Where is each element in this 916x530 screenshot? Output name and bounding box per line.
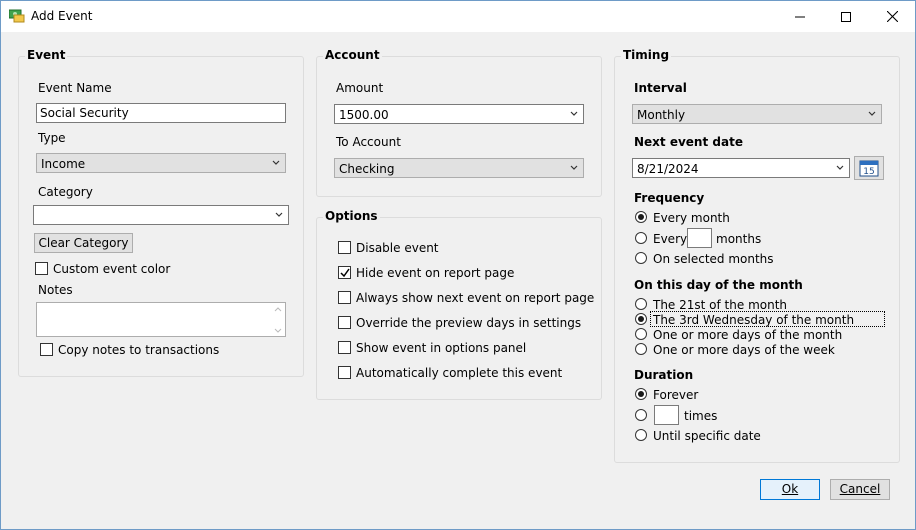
type-label: Type	[38, 131, 66, 145]
scroll-arrows-icon	[274, 306, 282, 334]
day-21st-label: The 21st of the month	[653, 298, 788, 312]
freq-selected-months-radio[interactable]	[635, 252, 647, 264]
day-of-month-label: On this day of the month	[634, 278, 803, 292]
dialog-content	[1, 32, 915, 529]
cancel-button-label: Cancel	[839, 482, 881, 496]
freq-selected-months-label: On selected months	[653, 252, 774, 266]
interval-select[interactable]	[632, 104, 882, 124]
always-show-label: Always show next event on report page	[356, 291, 595, 305]
freq-every-n-radio[interactable]	[635, 232, 647, 244]
radio-dot	[638, 214, 644, 220]
radio-dot	[638, 316, 644, 322]
hide-event-label: Hide event on report page	[356, 266, 515, 280]
interval-label: Interval	[634, 81, 687, 95]
type-select[interactable]	[36, 153, 286, 173]
freq-months-label: months	[716, 232, 762, 246]
chevron-down-icon	[272, 160, 280, 166]
custom-color-label: Custom event color	[53, 262, 171, 276]
disable-event-label: Disable event	[356, 241, 439, 255]
chevron-down-icon	[570, 165, 578, 171]
dur-times-input[interactable]	[654, 405, 679, 425]
amount-select-value: 1500.00	[339, 108, 389, 122]
to-account-label: To Account	[336, 135, 401, 149]
timing-group-title: Timing	[623, 48, 670, 62]
hide-event-checkbox[interactable]	[338, 266, 351, 279]
options-group	[316, 209, 602, 400]
custom-color-checkbox[interactable]	[35, 262, 48, 275]
freq-every-month-label: Every month	[653, 211, 730, 225]
clear-category-button[interactable]: Clear Category	[34, 233, 133, 253]
day-3rd-wednesday-radio[interactable]	[635, 313, 647, 325]
ok-button-label: Ok	[781, 482, 799, 496]
close-button[interactable]	[869, 1, 915, 32]
cancel-button[interactable]	[830, 479, 890, 500]
notes-label: Notes	[38, 283, 73, 297]
day-21st-radio[interactable]	[635, 298, 647, 310]
dur-forever-radio[interactable]	[635, 388, 647, 400]
freq-months-input[interactable]	[687, 228, 712, 248]
timing-group	[614, 48, 900, 463]
chevron-down-icon	[868, 111, 876, 117]
next-date-label: Next event date	[634, 135, 743, 149]
dur-until-label: Until specific date	[653, 429, 761, 443]
auto-complete-label: Automatically complete this event	[356, 366, 563, 380]
chevron-down-icon	[275, 212, 283, 218]
ok-button[interactable]	[760, 479, 820, 500]
category-label: Category	[38, 185, 93, 199]
chevron-down-icon	[836, 165, 844, 171]
show-in-panel-checkbox[interactable]	[338, 341, 351, 354]
minimize-button[interactable]	[777, 1, 823, 32]
title-bar	[1, 1, 915, 32]
event-name-label: Event Name	[38, 81, 112, 95]
dur-until-radio[interactable]	[635, 429, 647, 441]
duration-label: Duration	[634, 368, 694, 382]
account-group	[316, 48, 602, 197]
freq-every-label: Every	[653, 232, 688, 246]
disable-event-checkbox[interactable]	[338, 241, 351, 254]
show-in-panel-label: Show event in options panel	[356, 341, 527, 355]
to-account-select[interactable]	[334, 158, 584, 178]
maximize-button[interactable]	[823, 1, 869, 32]
close-icon	[887, 11, 898, 22]
frequency-label: Frequency	[634, 191, 705, 205]
amount-select[interactable]	[334, 104, 584, 124]
window-title: Add Event	[31, 9, 93, 23]
event-group-title: Event	[27, 48, 66, 62]
amount-label: Amount	[336, 81, 384, 95]
calendar-button[interactable]	[854, 156, 884, 180]
override-preview-label: Override the preview days in settings	[356, 316, 582, 330]
day-days-of-week-radio[interactable]	[635, 343, 647, 355]
always-show-checkbox[interactable]	[338, 291, 351, 304]
day-days-of-month-radio[interactable]	[635, 328, 647, 340]
money-icon	[9, 9, 25, 23]
calendar-icon	[859, 159, 879, 177]
account-group-title: Account	[325, 48, 380, 62]
dur-times-label: times	[684, 409, 718, 423]
chevron-down-icon	[570, 111, 578, 117]
checkmark-icon	[340, 268, 350, 278]
next-date-select[interactable]	[632, 158, 850, 178]
category-select[interactable]	[33, 205, 289, 225]
event-name-input[interactable]: Social Security	[36, 103, 286, 123]
options-group-title: Options	[325, 209, 378, 223]
day-3rd-wednesday-label: The 3rd Wednesday of the month	[653, 313, 855, 327]
override-preview-checkbox[interactable]	[338, 316, 351, 329]
dur-forever-label: Forever	[653, 388, 699, 402]
day-days-of-month-label: One or more days of the month	[653, 328, 843, 342]
next-date-value: 8/21/2024	[637, 162, 699, 176]
day-days-of-week-label: One or more days of the week	[653, 343, 835, 357]
type-select-value: Income	[41, 157, 86, 171]
copy-notes-label: Copy notes to transactions	[58, 343, 220, 357]
to-account-select-value: Checking	[339, 162, 395, 176]
calendar-day: 15	[863, 167, 875, 177]
interval-select-value: Monthly	[637, 108, 686, 122]
dur-times-radio[interactable]	[635, 409, 647, 421]
event-group	[18, 48, 304, 377]
radio-dot	[638, 391, 644, 397]
freq-every-month-radio[interactable]	[635, 211, 647, 223]
copy-notes-checkbox[interactable]	[40, 343, 53, 356]
auto-complete-checkbox[interactable]	[338, 366, 351, 379]
notes-textarea[interactable]	[36, 302, 286, 337]
